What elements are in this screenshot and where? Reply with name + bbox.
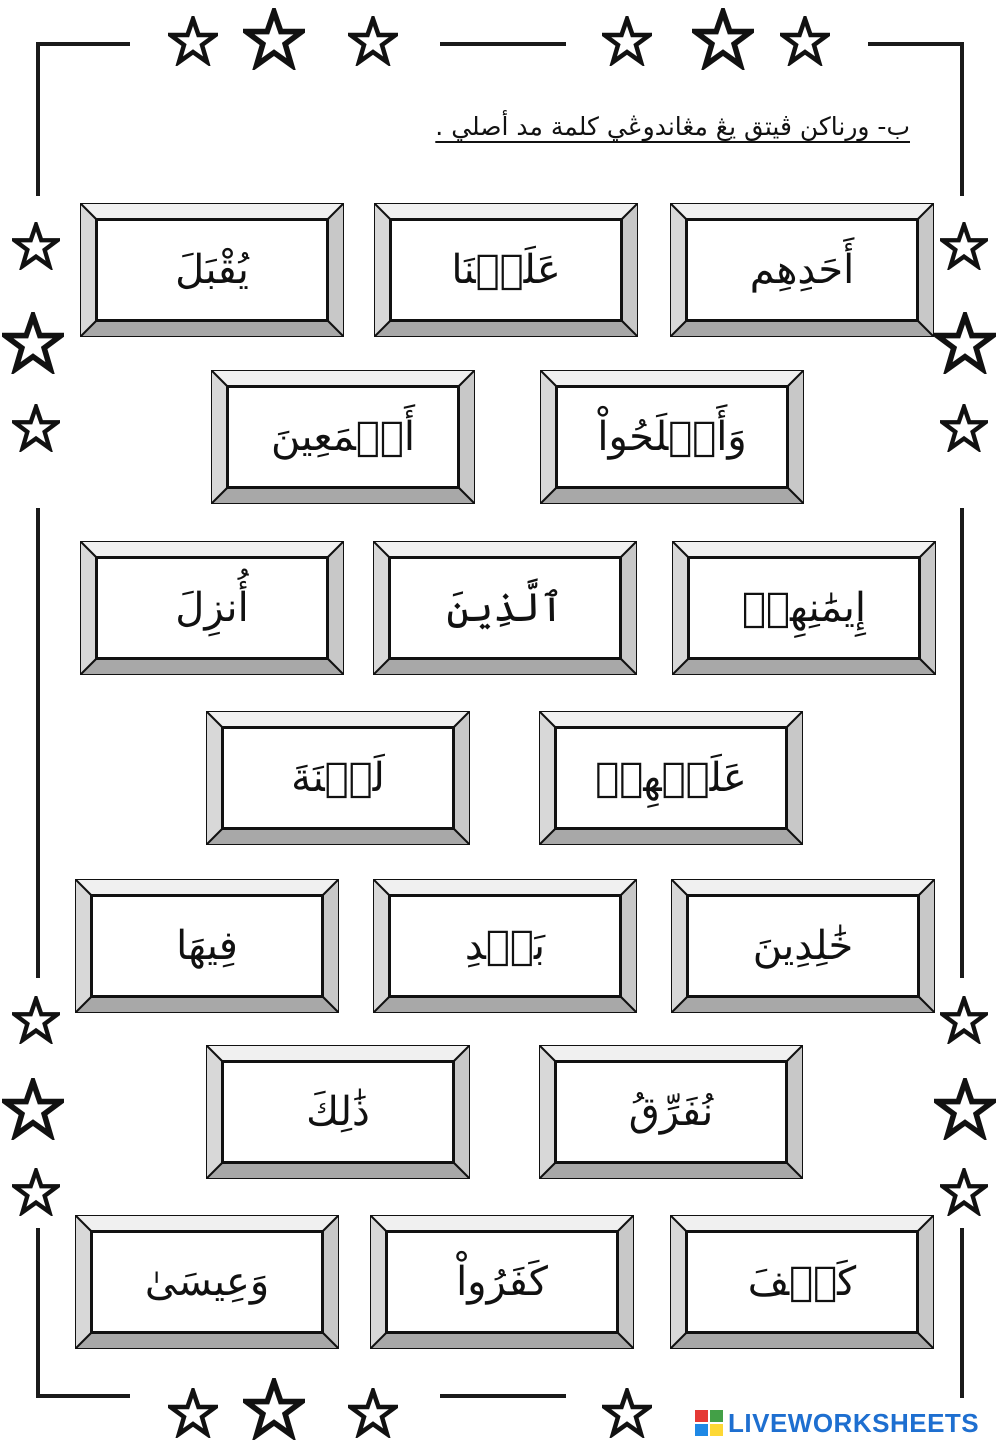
frame-left-upper-line [36,42,40,196]
star-icon [12,996,60,1044]
frame-bottom-left-line [36,1394,130,1398]
word-tile[interactable] [671,879,935,1013]
brand-name: LIVEWORKSHEETS [728,1407,980,1438]
word-tile-text: يُقْبَلَ [175,247,249,293]
word-tile-text: نُفَرِّقُ [628,1089,714,1135]
star-icon [2,1078,64,1140]
word-tile-text: ٱلَّذِينَ [446,585,564,631]
frame-left-lower-line [36,1228,40,1398]
star-icon [780,16,830,66]
star-icon [934,1078,996,1140]
star-icon [12,1168,60,1216]
star-icon [692,8,754,70]
word-tile[interactable] [75,1215,339,1349]
frame-top-left-line [36,42,130,46]
frame-bottom-center-line [440,1394,566,1398]
word-tile[interactable] [540,370,804,504]
word-tile[interactable] [670,1215,934,1349]
word-tile[interactable] [539,1045,803,1179]
word-tile-text: فِيهَا [176,923,238,969]
star-icon [12,404,60,452]
star-icon [168,16,218,66]
word-tile[interactable] [672,541,936,675]
word-tile[interactable] [75,879,339,1013]
instruction-text: ب- ورناكن ڤيتق يڠ مڠاندوڠي كلمة مد أصلي . [435,112,910,141]
star-icon [602,16,652,66]
frame-top-center-line [440,42,566,46]
word-tile-text: أُنزِلَ [175,585,249,631]
star-icon [940,222,988,270]
word-tile-text: أَجۡمَعِينَ [270,414,416,460]
word-tile[interactable] [670,203,934,337]
frame-right-lower-line [960,1228,964,1398]
word-tile-text: كَيۡفَ [747,1259,857,1305]
star-icon [934,312,996,374]
star-icon [348,16,398,66]
star-icon [243,8,305,70]
word-tile-text: كَفَرُواْ [456,1259,548,1305]
word-tile[interactable] [539,711,803,845]
star-icon [940,404,988,452]
word-tile[interactable] [373,879,637,1013]
word-tile-text: عَلَيۡهِمۡ [595,755,747,801]
word-tile[interactable] [80,203,344,337]
word-tile-text: بَعۡدِ [464,923,546,969]
frame-top-right-line [868,42,964,46]
star-icon [940,1168,988,1216]
star-icon [168,1388,218,1438]
word-tile-text: ذَٰلِكَ [306,1089,370,1135]
word-tile-text: أَحَدِهِم [749,247,855,293]
word-tile[interactable] [206,1045,470,1179]
star-icon [940,996,988,1044]
star-icon [12,222,60,270]
word-tile-text: خَٰلِدِينَ [752,923,854,969]
star-icon [2,312,64,374]
frame-right-middle-line [960,508,964,978]
frame-left-middle-line [36,508,40,978]
star-icon [348,1388,398,1438]
liveworksheets-logo-icon [694,1408,724,1438]
word-tile-text: لَعۡنَةَ [291,755,385,801]
word-tile[interactable] [373,541,637,675]
word-tile[interactable] [374,203,638,337]
word-tile[interactable] [206,711,470,845]
word-tile-text: وَعِيسَىٰ [144,1259,270,1305]
word-tile[interactable] [80,541,344,675]
word-tile[interactable] [370,1215,634,1349]
word-tile[interactable] [211,370,475,504]
word-tile-text: وَأَصۡلَحُواْ [597,414,747,460]
word-tile-text: عَلَيۡنَا [451,247,561,293]
star-icon [243,1378,305,1440]
word-tile-text: إِيمَٰنِهِمۡ [742,585,866,631]
liveworksheets-brand[interactable] [694,1406,979,1440]
star-icon [602,1388,652,1438]
frame-right-upper-line [960,42,964,196]
